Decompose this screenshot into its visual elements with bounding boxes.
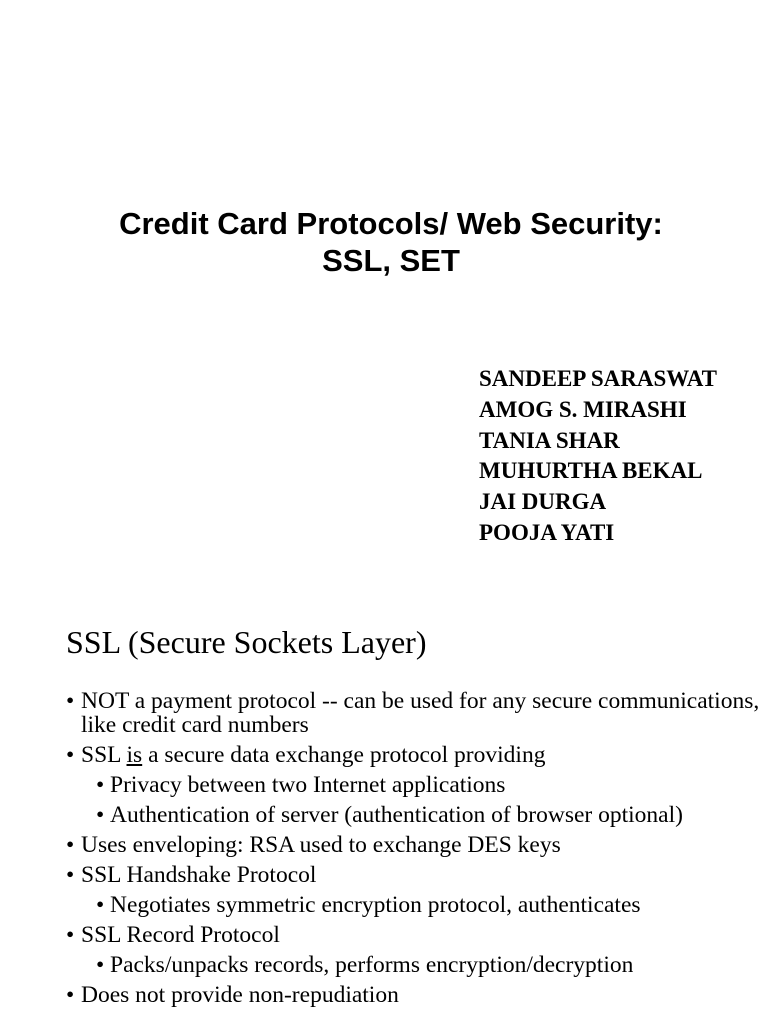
sub-bullet-item: • Privacy between two Internet applications <box>0 773 768 797</box>
bullet-text: SSL <box>81 742 127 768</box>
author-name: JAI DURGA <box>479 489 607 515</box>
section-heading: SSL (Secure Sockets Layer) <box>66 624 427 660</box>
slide-title-line-1: Credit Card Protocols/ Web Security: <box>119 206 663 241</box>
sub-bullet-item: • Packs/unpacks records, performs encryption/decryption <box>0 953 768 977</box>
bullet-text: a secure data exchange protocol providing <box>142 742 546 768</box>
bullet-item: • NOT a payment protocol -- can be used for any secure communications, like credit card numbers <box>0 689 768 737</box>
sub-bullet-item: • Authentication of server (authentication of browser optional) <box>0 803 768 827</box>
bullet-list <box>0 689 768 1013</box>
author-name: POOJA YATI <box>479 519 615 545</box>
sub-bullet-item: • Negotiates symmetric encryption protocol, authenticates <box>0 893 768 917</box>
author-name: SANDEEP SARASWAT <box>479 366 717 391</box>
bullet-item: • SSL Record Protocol <box>0 923 768 947</box>
underlined-word: is <box>126 742 143 768</box>
bullet-item: • Uses enveloping: RSA used to exchange DES keys <box>0 833 768 857</box>
author-name: TANIA SHAR <box>479 427 620 453</box>
author-name: MUHURTHA BEKAL <box>479 458 703 484</box>
bullet-item <box>0 743 768 767</box>
author-name: AMOG S. MIRASHI <box>479 396 687 422</box>
bullet-item: • SSL Handshake Protocol <box>0 863 768 887</box>
bullet-item: • Does not provide non-repudiation <box>0 983 768 1007</box>
slide-title-line-2: SSL, SET <box>322 243 460 278</box>
slide-title <box>0 205 768 279</box>
author-list <box>479 364 717 549</box>
